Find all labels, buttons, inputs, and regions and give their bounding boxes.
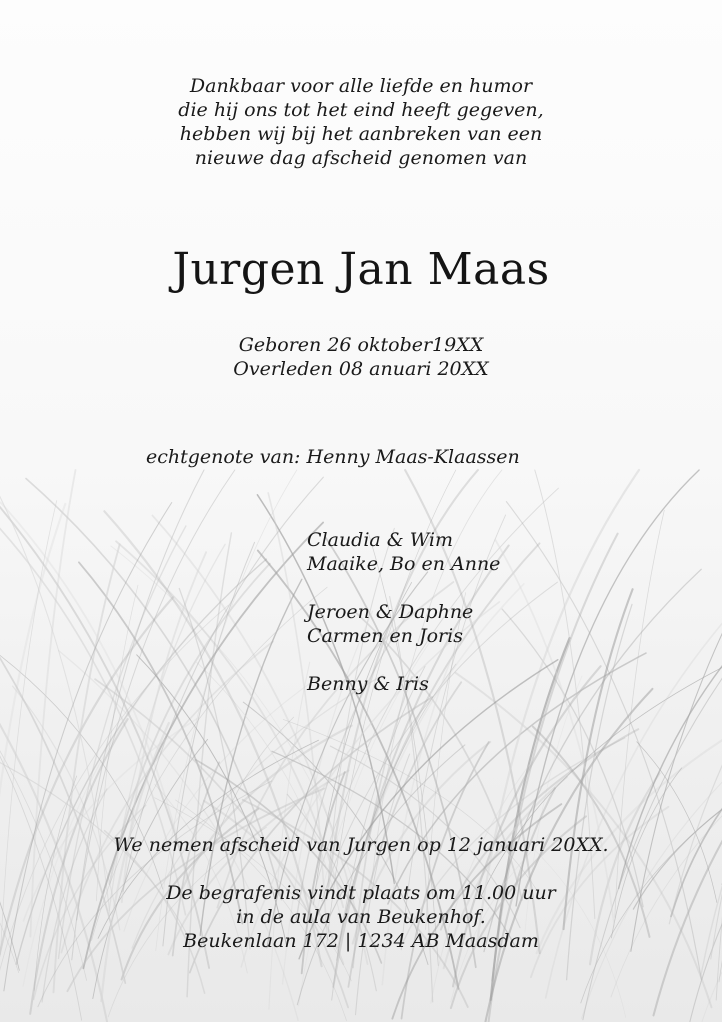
funeral-details xyxy=(0,881,722,953)
deceased-name: Jurgen Jan Maas xyxy=(172,244,550,295)
funeral-line: De begrafenis vindt plaats om 11.00 uur xyxy=(166,882,556,904)
intro-line: Dankbaar voor alle liefde en humor xyxy=(189,75,533,97)
family-line: Jeroen & Daphne xyxy=(307,601,474,623)
intro-line: nieuwe dag afscheid genomen van xyxy=(194,147,528,169)
funeral-line: in de aula van Beukenhof. xyxy=(236,906,486,928)
family-line: Maaike, Bo en Anne xyxy=(307,553,501,575)
family-list xyxy=(307,528,500,720)
birth-date: Geboren 26 oktober19XX xyxy=(238,334,484,356)
family-line: Claudia & Wim xyxy=(307,529,454,551)
life-dates xyxy=(0,333,722,381)
intro-line: die hij ons tot het eind heeft gegeven, xyxy=(178,99,544,121)
spouse-line: echtgenote van: Henny Maas-Klaassen xyxy=(146,446,520,468)
family-group xyxy=(307,672,500,696)
family-line: Carmen en Joris xyxy=(307,625,463,647)
intro-line: hebben wij bij het aanbreken van een xyxy=(179,123,543,145)
funeral-line: Beukenlaan 172 | 1234 AB Maasdam xyxy=(183,930,539,952)
family-group xyxy=(307,528,500,576)
death-date: Overleden 08 anuari 20XX xyxy=(233,358,489,380)
family-line: Benny & Iris xyxy=(307,673,429,695)
family-group xyxy=(307,600,500,648)
intro-text xyxy=(0,74,722,170)
farewell-line: We nemen afscheid van Jurgen op 12 januari 20XX. xyxy=(113,834,609,856)
